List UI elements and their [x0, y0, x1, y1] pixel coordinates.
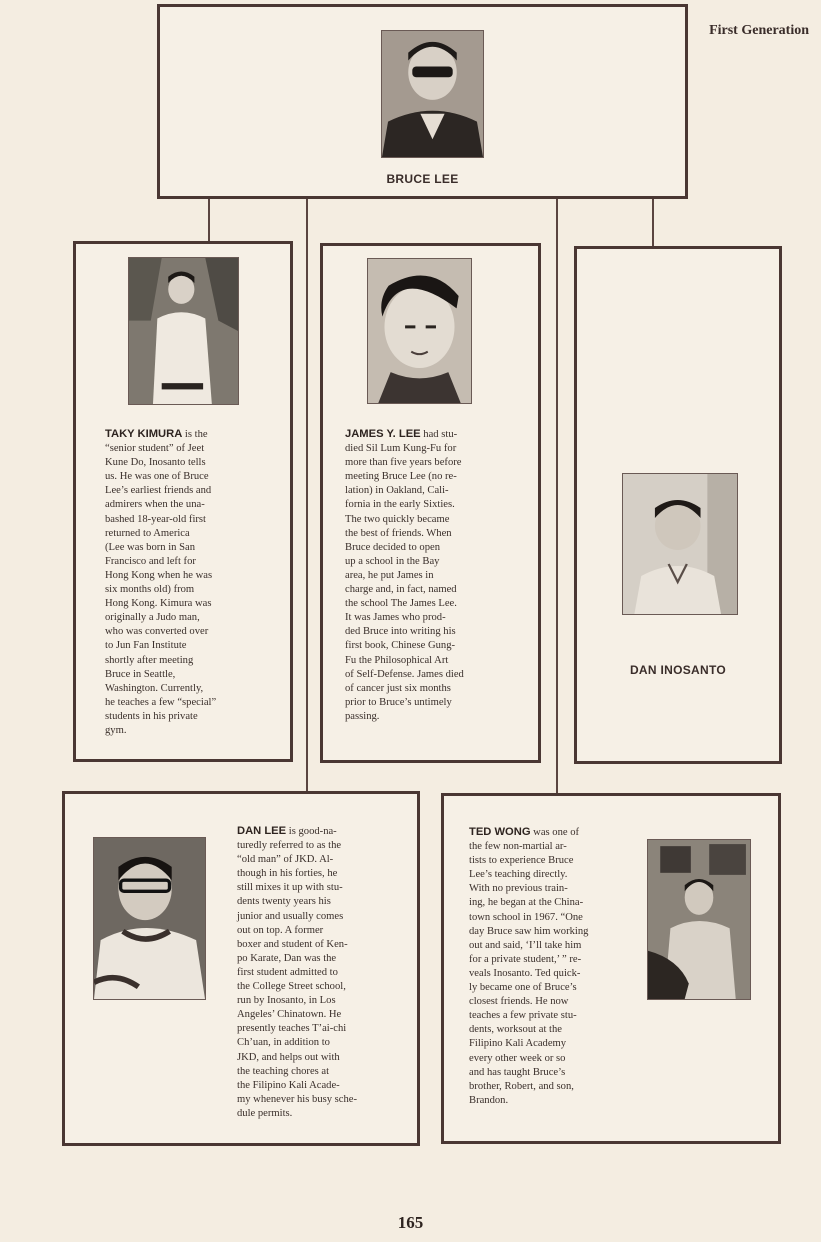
bruce-lee-name: BRUCE LEE [386, 172, 459, 186]
james-y-lee-bio [345, 427, 537, 724]
bruce-lee-box [157, 4, 688, 199]
dan-lee-bio [237, 824, 415, 1121]
taky-kimura-bio [105, 427, 285, 738]
dan-lee-bio-text: is good-na- turedly referred to as the “old man” of JKD. Al- though in his forties, he still mixes it up with stu- dents twenty years his junior and usually comes out on top. A former boxer and student of Ken- po Karate, Dan was the first student admitted to the College Street school, run by Inosanto, in Los Angeles’ Chinatown. He presently teaches T’ai-chi Ch’uan, in addition to JKD, and helps out with the teaching chores at the Filipino Kali Acade- my whenever his busy sche- dule permits. [237, 826, 358, 1119]
ted-wong-photo [647, 839, 751, 1000]
taky-kimura-bio-text: is the “senior student” of Jeet Kune Do, Inosanto tells us. He was one of Bruce Lee’s earliest friends and admirers when the una- bashed 18-year-old first returned to America (Lee was born in San Francisco and left for Hong Kong when he was six months old) from Hong Kong. Kimura was originally a Judo man, who was converted over to Jun Fan Institute shortly after meeting Bruce in Seattle, Washington. Currently, he teaches a few “special” students in his private gym. [105, 429, 217, 736]
connector-line-inosanto [652, 197, 654, 247]
connector-line-ted-wong [556, 197, 558, 793]
taky-kimura-name: TAKY KIMURA [105, 428, 183, 440]
bruce-lee-photo [381, 30, 484, 158]
dan-inosanto-name: DAN INOSANTO [629, 663, 727, 677]
ted-wong-box [441, 793, 781, 1144]
page-number: 165 [397, 1213, 424, 1232]
dan-lee-box [62, 791, 420, 1146]
generation-label: First Generation [709, 23, 809, 38]
taky-kimura-photo [128, 257, 239, 405]
ted-wong-name: TED WONG [469, 826, 531, 838]
dan-lee-name: DAN LEE [237, 825, 287, 837]
dan-inosanto-box [574, 246, 782, 764]
dan-lee-photo [93, 837, 206, 1000]
connector-line-dan-lee [306, 197, 308, 793]
james-y-lee-box [320, 243, 541, 763]
connector-line-kimura [208, 197, 210, 243]
james-y-lee-photo [367, 258, 472, 404]
james-y-lee-name: JAMES Y. LEE [345, 428, 421, 440]
ted-wong-bio-text: was one of the few non-martial ar- tists to experience Bruce Lee’s teaching directly. With no previous train- ing, he began at the China- town school in 1967. “One day Bruce saw him working out and said, ‘I’ll take him for a private student,’ ” re- veals Inosanto. Ted quick- ly became one of Bruce’s closest friends. He now teaches a few private stu- dents, worksout at the Filipino Kali Academy every other week or so and has taught Bruce’s brother, Robert, and son, Brandon. [469, 827, 589, 1106]
james-y-lee-bio-text: had stu- died Sil Lum Kung-Fu for more than five years before meeting Bruce Lee (no re- lation) in Oakland, Cali- fornia in the early Sixties. The two quickly became the best of friends. When Bruce decided to open up a school in the Bay area, he put James in charge and, in fact, named the school The James Lee. It was James who prod- ded Bruce into writing his first book, Chinese Gung- Fu the Philosophical Art of Self-Defense. James died of cancer just six months prior to Bruce’s untimely passing. [345, 429, 464, 722]
dan-inosanto-photo [622, 473, 738, 615]
taky-kimura-box [73, 241, 293, 762]
ted-wong-bio [469, 825, 639, 1108]
